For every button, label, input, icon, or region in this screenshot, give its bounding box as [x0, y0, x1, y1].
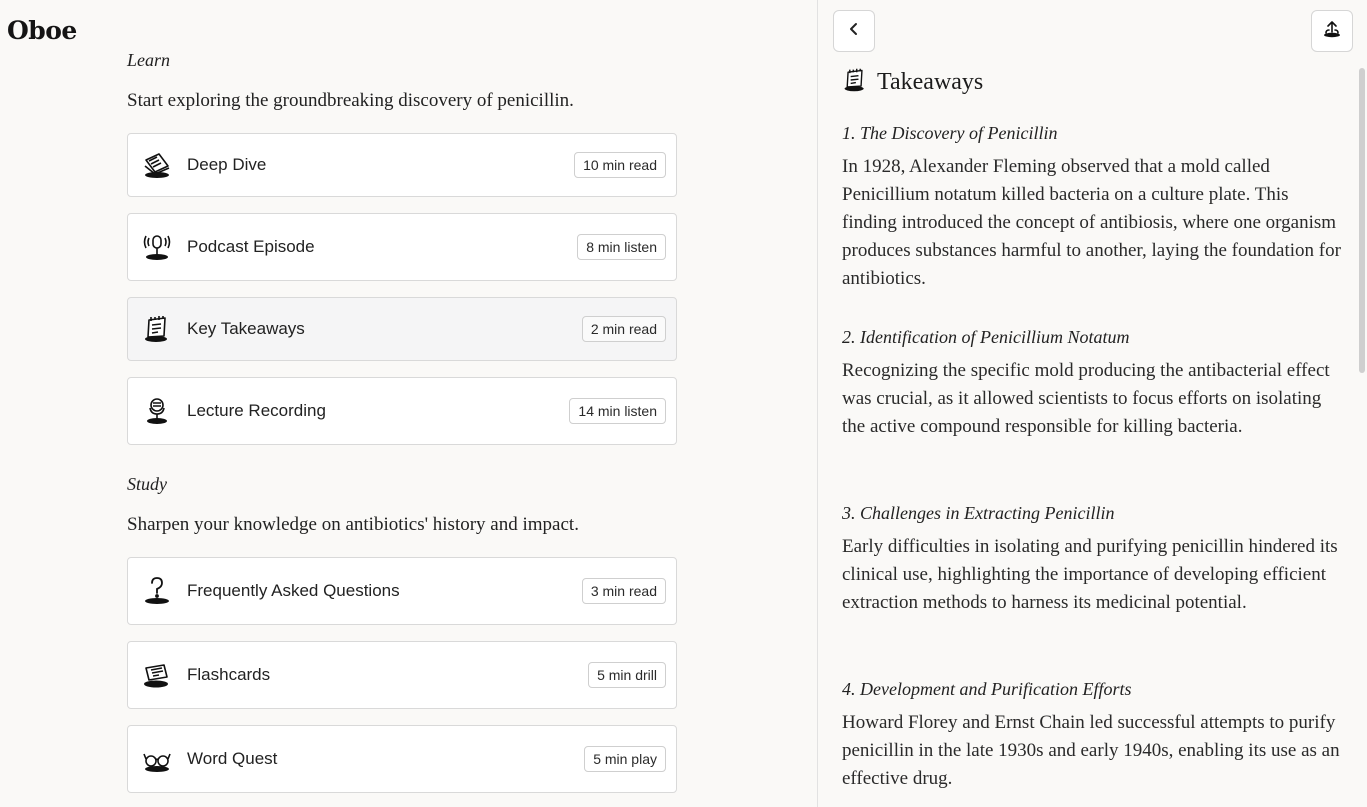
item-label: Flashcards — [187, 665, 271, 684]
takeaway-body: Howard Florey and Ernst Chain led successful attempts to purify penicillin in the late 1930s and early 1940s, enabling its use as an effective drug. — [842, 712, 1340, 789]
takeaway-body: Early difficulties in isolating and purifying penicillin hindered its clinical use, highlighting the importance of developing efficient extraction methods to harness its medicinal potential. — [842, 536, 1338, 613]
share-upload-icon — [1322, 19, 1342, 44]
takeaway-heading: 1. The Discovery of Penicillin — [842, 123, 1058, 143]
takeaways-header — [842, 66, 983, 99]
notepad-icon — [842, 66, 868, 99]
takeaway-item — [842, 121, 1342, 293]
item-label: Podcast Episode — [187, 237, 315, 256]
study-item-word-quest[interactable] — [127, 725, 677, 793]
newspaper-icon — [142, 150, 172, 180]
learn-section-description: Start exploring the groundbreaking discovery of penicillin. — [127, 90, 574, 111]
learn-item-key-takeaways[interactable] — [127, 297, 677, 361]
panel-title: Takeaways — [877, 69, 984, 95]
takeaway-body: Recognizing the specific mold producing the antibacterial effect was crucial, as it allowed scientists to focus efforts on isolating the active compound responsible for killing bacteria. — [842, 360, 1330, 437]
app-logo[interactable]: Oboe — [7, 16, 77, 45]
study-item-faq[interactable] — [127, 557, 677, 625]
takeaway-heading: 4. Development and Purification Efforts — [842, 679, 1132, 699]
learn-item-podcast-episode[interactable] — [127, 213, 677, 281]
flashcard-icon — [142, 660, 172, 690]
item-label: Frequently Asked Questions — [187, 581, 400, 600]
notepad-icon — [142, 314, 172, 344]
question-icon — [142, 576, 172, 606]
study-section-description: Sharpen your knowledge on antibiotics' history and impact. — [127, 514, 579, 535]
duration-badge: 5 min play — [584, 746, 666, 772]
takeaway-item — [842, 501, 1342, 617]
study-section-title: Study — [127, 474, 167, 494]
study-item-flashcards[interactable] — [127, 641, 677, 709]
duration-badge: 10 min read — [574, 152, 666, 178]
takeaway-body: In 1928, Alexander Fleming observed that a mold called Penicillium notatum killed bacteria on a culture plate. This finding introduced the concept of antibiosis, where one organism produces substances harmful to another, laying the foundation for antibiotics. — [842, 156, 1341, 289]
item-label: Deep Dive — [187, 155, 267, 174]
panel-scrollbar[interactable] — [1359, 68, 1365, 373]
duration-badge: 8 min listen — [577, 234, 666, 260]
microphone-icon — [142, 396, 172, 426]
takeaway-item — [842, 677, 1342, 793]
duration-badge: 14 min listen — [569, 398, 666, 424]
item-label: Lecture Recording — [187, 401, 326, 420]
duration-badge: 2 min read — [582, 316, 666, 342]
item-label: Key Takeaways — [187, 319, 305, 338]
takeaway-item — [842, 325, 1342, 441]
glasses-icon — [142, 744, 172, 774]
duration-badge: 5 min drill — [588, 662, 666, 688]
learn-section-title: Learn — [127, 50, 171, 70]
back-button[interactable] — [833, 10, 875, 52]
takeaway-heading: 2. Identification of Penicillium Notatum — [842, 327, 1130, 347]
takeaways-panel — [818, 0, 1367, 807]
duration-badge: 3 min read — [582, 578, 666, 604]
chevron-left-icon — [846, 21, 862, 42]
learn-item-lecture-recording[interactable] — [127, 377, 677, 445]
learn-item-deep-dive[interactable] — [127, 133, 677, 197]
takeaway-heading: 3. Challenges in Extracting Penicillin — [842, 503, 1115, 523]
item-label: Word Quest — [187, 749, 278, 768]
share-button[interactable] — [1311, 10, 1353, 52]
podcast-mic-icon — [142, 232, 172, 262]
